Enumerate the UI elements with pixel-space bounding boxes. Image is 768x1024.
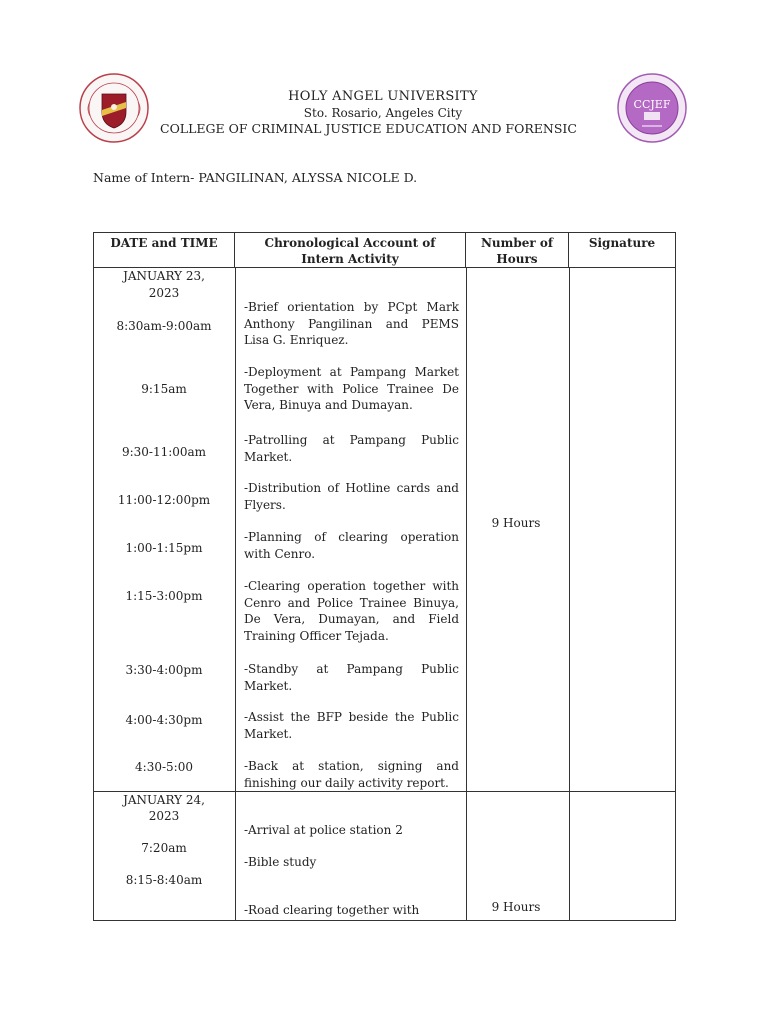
university-address: Sto. Rosario, Angeles City <box>303 106 463 120</box>
day1-time-8: 4:00-4:30pm <box>125 713 203 727</box>
day2-content <box>94 792 675 920</box>
day1-time-6: 1:15-3:00pm <box>125 589 203 603</box>
activity-log-table <box>93 232 676 921</box>
header-date-time: DATE and TIME <box>94 233 235 268</box>
day1-time-4: 11:00-12:00pm <box>117 493 211 507</box>
university-seal-icon <box>78 72 150 144</box>
table-header-row <box>94 233 676 268</box>
college-seal-icon <box>616 72 688 144</box>
college-seal-text: CCJEF <box>633 98 671 111</box>
header-hours <box>466 233 569 268</box>
header-hours-line1: Number of <box>480 236 554 250</box>
intern-name-line <box>93 170 417 185</box>
day2-hours: 9 Hours <box>491 900 541 914</box>
header-hours-line2: Hours <box>496 252 538 266</box>
day2-date-line1: JANUARY 24, <box>123 793 205 807</box>
university-name: HOLY ANGEL UNIVERSITY <box>288 89 478 104</box>
day1-cells <box>94 268 676 792</box>
day2-activity-2: -Bible study <box>244 855 317 869</box>
letterhead <box>150 88 616 121</box>
day1-activity-4: -Distribution of Hotline cards and Flyers. <box>244 481 459 512</box>
table-row-day2 <box>94 792 676 921</box>
day1-time-2: 9:15am <box>141 382 187 396</box>
intern-name: PANGILINAN, ALYSSA NICOLE D. <box>198 170 418 185</box>
intern-label: Name of Intern- <box>93 170 195 185</box>
header-signature: Signature <box>569 233 676 268</box>
day2-time-2: 8:15-8:40am <box>125 873 203 887</box>
day1-activity-3: -Patrolling at Pampang Public Market. <box>244 433 459 464</box>
day1-activity-6: -Clearing operation together with Cenro and Police Trainee Binuya, De Vera, Dumayan, and Field Training Officer Tejada. <box>244 579 459 643</box>
day1-activity-2: -Deployment at Pampang Market Together with Police Trainee De Vera, Binuya and Dumayan. <box>244 365 459 412</box>
day1-date-line1: JANUARY 23, <box>123 269 205 283</box>
day1-activity-8: -Assist the BFP beside the Public Market. <box>244 710 459 741</box>
day1-content <box>94 268 675 791</box>
header-account <box>235 233 466 268</box>
day1-activity-7: -Standby at Pampang Public Market. <box>244 662 459 693</box>
day1-time-1: 8:30am-9:00am <box>116 319 212 333</box>
day2-date-line2: 2023 <box>148 809 180 823</box>
day2-time-1: 7:20am <box>141 841 187 855</box>
day1-activity-9: -Back at station, signing and finishing our daily activity report. <box>244 759 459 790</box>
day2-cells <box>94 792 676 921</box>
day1-hours: 9 Hours <box>491 516 541 530</box>
day1-time-3: 9:30-11:00am <box>121 445 207 459</box>
day1-time-5: 1:00-1:15pm <box>125 541 203 555</box>
header-account-line1: Chronological Account of <box>264 236 436 250</box>
day2-activity-3: -Road clearing together with <box>244 903 420 917</box>
day1-activity-1: -Brief orientation by PCpt Mark Anthony Pangilinan and PEMS Lisa G. Enriquez. <box>244 300 459 347</box>
day1-time-9: 4:30-5:00 <box>135 760 193 774</box>
day1-date-line2: 2023 <box>148 286 180 300</box>
day1-time-7: 3:30-4:00pm <box>125 663 203 677</box>
day2-activity-1: -Arrival at police station 2 <box>244 823 403 837</box>
table-row-day1 <box>94 268 676 792</box>
header-account-line2: Intern Activity <box>301 252 399 266</box>
college-name: COLLEGE OF CRIMINAL JUSTICE EDUCATION AND FORENSIC <box>160 121 577 136</box>
day1-activity-5: -Planning of clearing operation with Cenro. <box>244 530 459 561</box>
